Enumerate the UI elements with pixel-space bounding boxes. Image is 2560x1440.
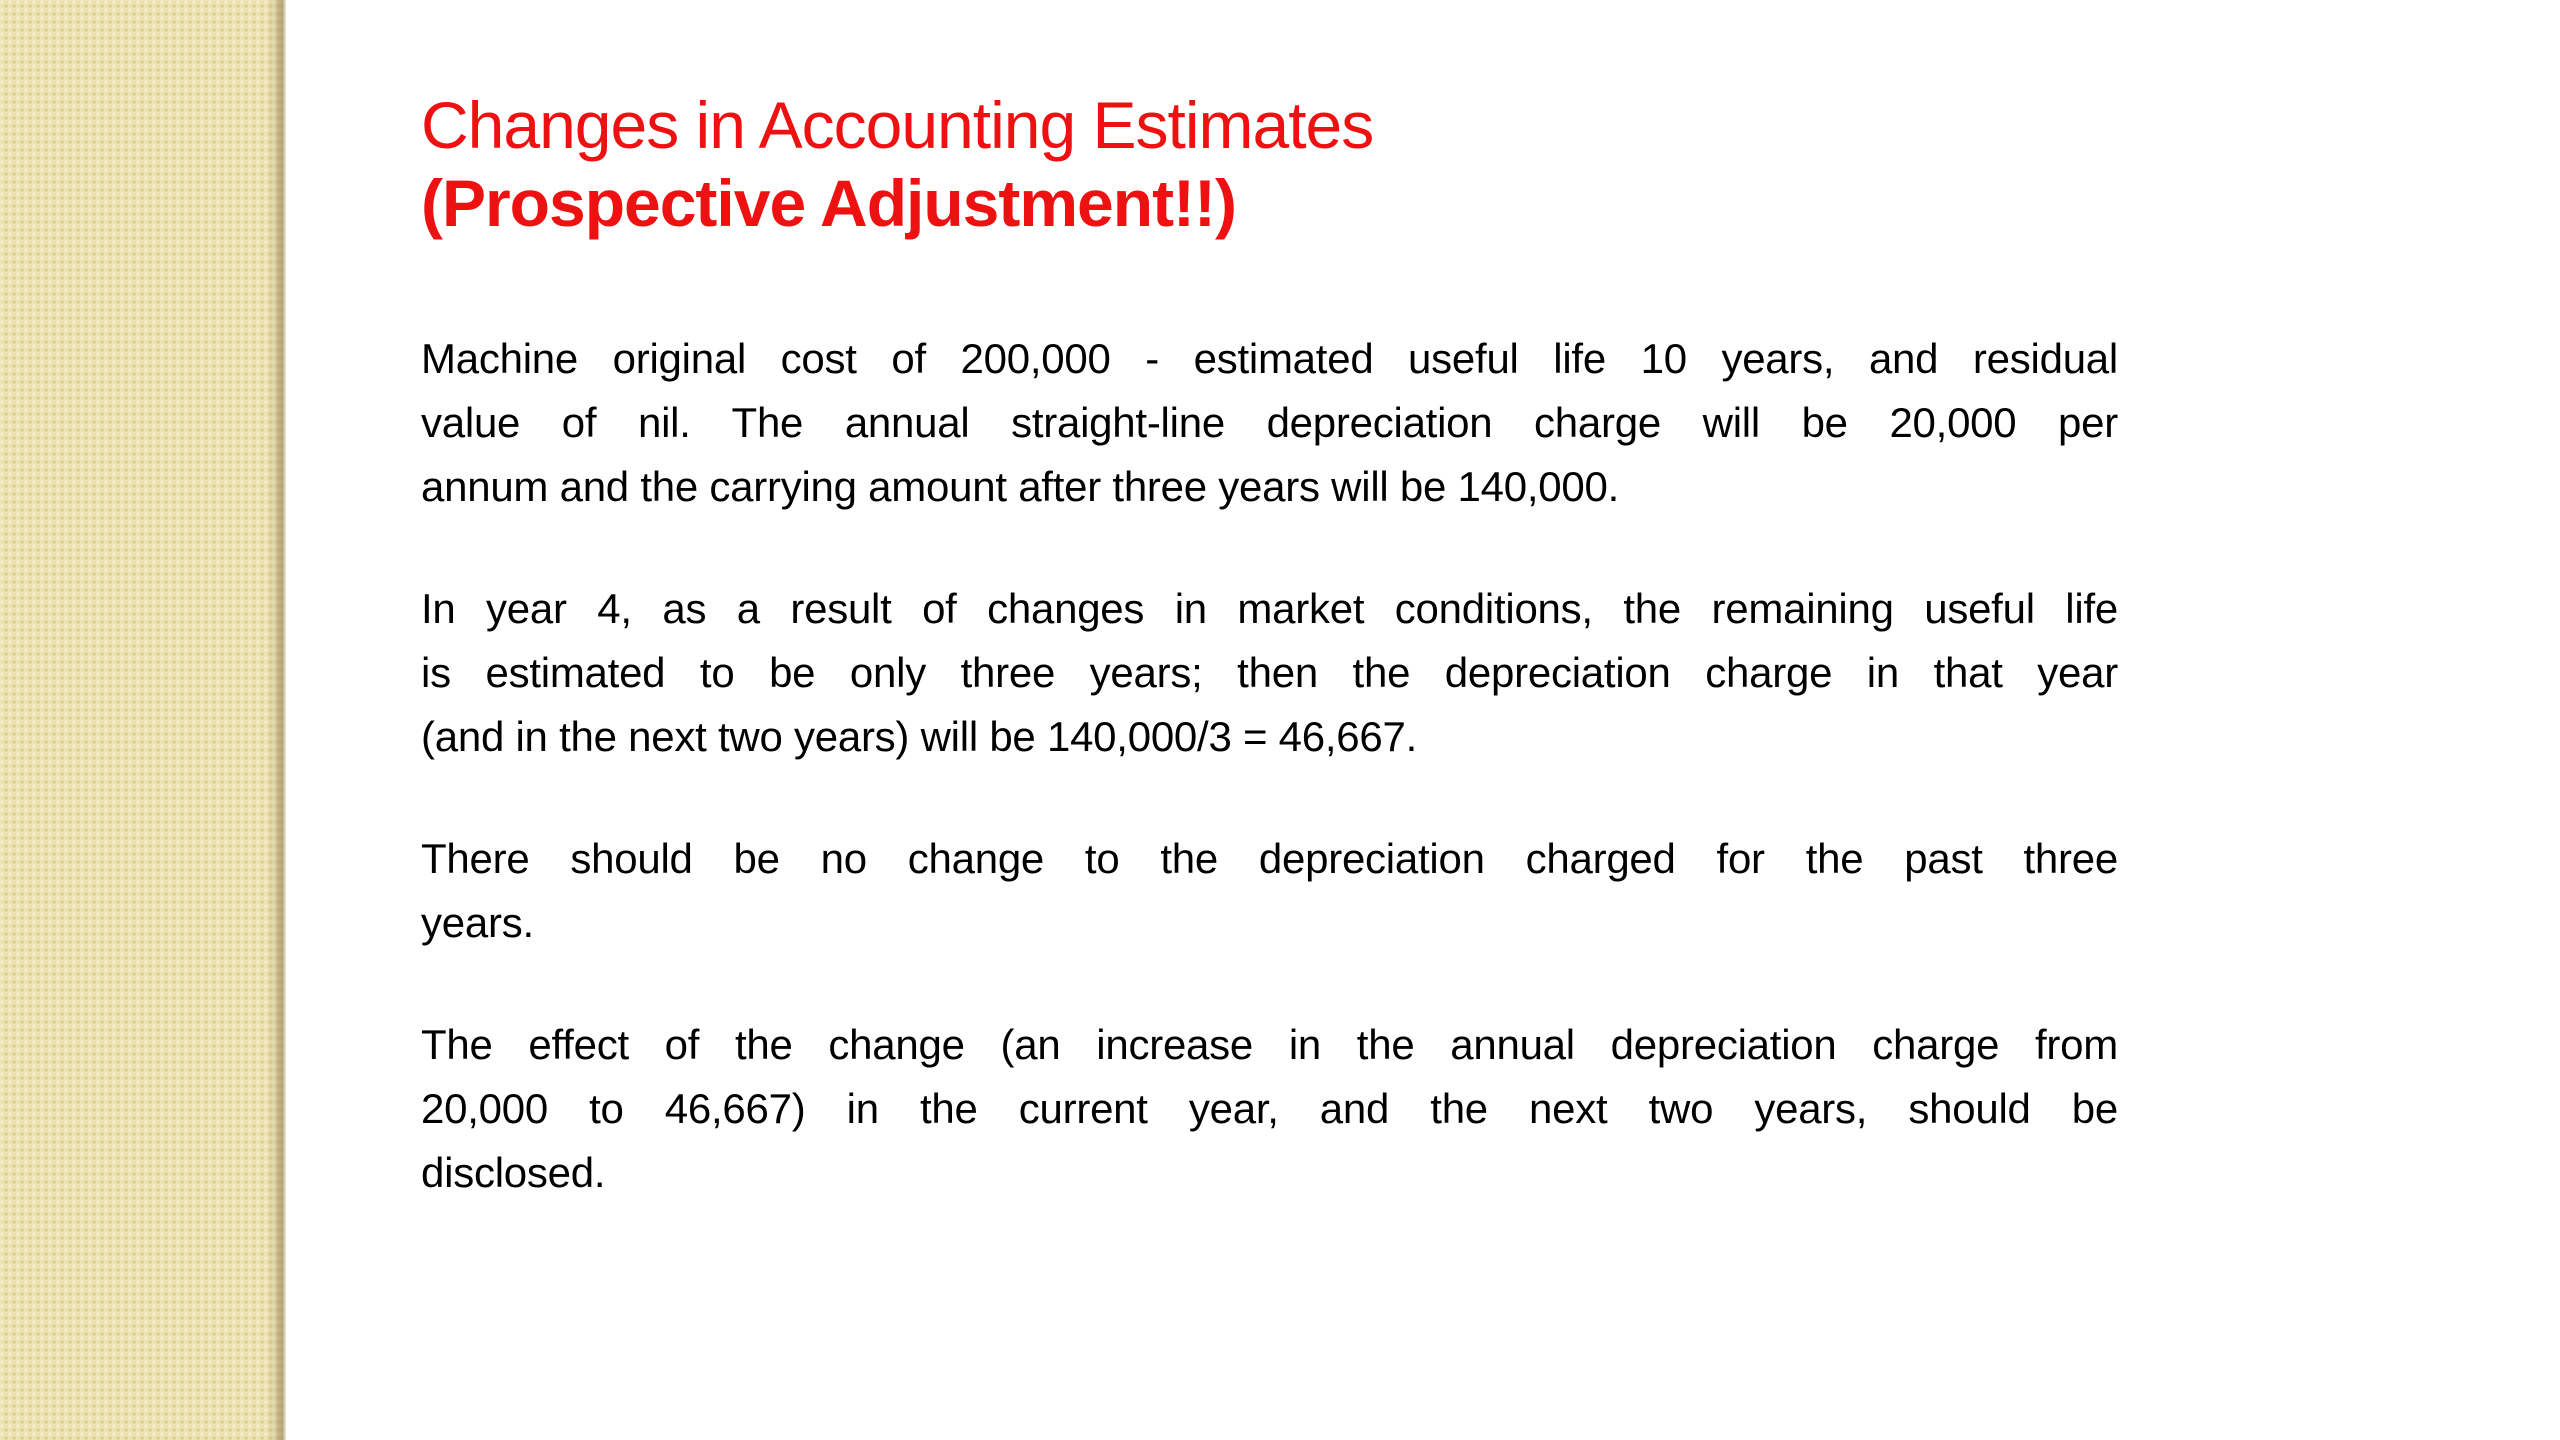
body-line: (and in the next two years) will be 140,000/3 = 46,667. — [421, 713, 1418, 760]
body-line: Machine original cost of 200,000 - estimated useful life 10 years, and residual — [421, 335, 2118, 382]
paragraph-2 — [421, 577, 2118, 769]
body-line: 20,000 to 46,667) in the current year, and the next two years, should be — [421, 1085, 2118, 1132]
body-line: value of nil. The annual straight-line depreciation charge will be 20,000 per — [421, 399, 2118, 446]
body-line: The effect of the change (an increase in the annual depreciation charge from — [421, 1021, 2118, 1068]
slide-title-line-1: Changes in Accounting Estimates — [421, 88, 1374, 162]
body-line: is estimated to be only three years; then the depreciation charge in that year — [421, 649, 2118, 696]
slide-title-line-2: (Prospective Adjustment!!) — [421, 166, 1236, 240]
left-texture-band — [0, 0, 286, 1440]
body-line: years. — [421, 899, 534, 946]
slide-body — [421, 327, 2118, 1205]
paragraph-4 — [421, 1013, 2118, 1205]
body-line: There should be no change to the depreciation charged for the past three — [421, 835, 2118, 882]
paragraph-1 — [421, 327, 2118, 519]
body-line: disclosed. — [421, 1149, 606, 1196]
body-line: In year 4, as a result of changes in market conditions, the remaining useful life — [421, 585, 2118, 632]
slide-content — [421, 86, 2118, 1205]
body-line: annum and the carrying amount after three years will be 140,000. — [421, 463, 1620, 510]
paragraph-3 — [421, 827, 2118, 955]
slide-title — [421, 86, 2118, 242]
